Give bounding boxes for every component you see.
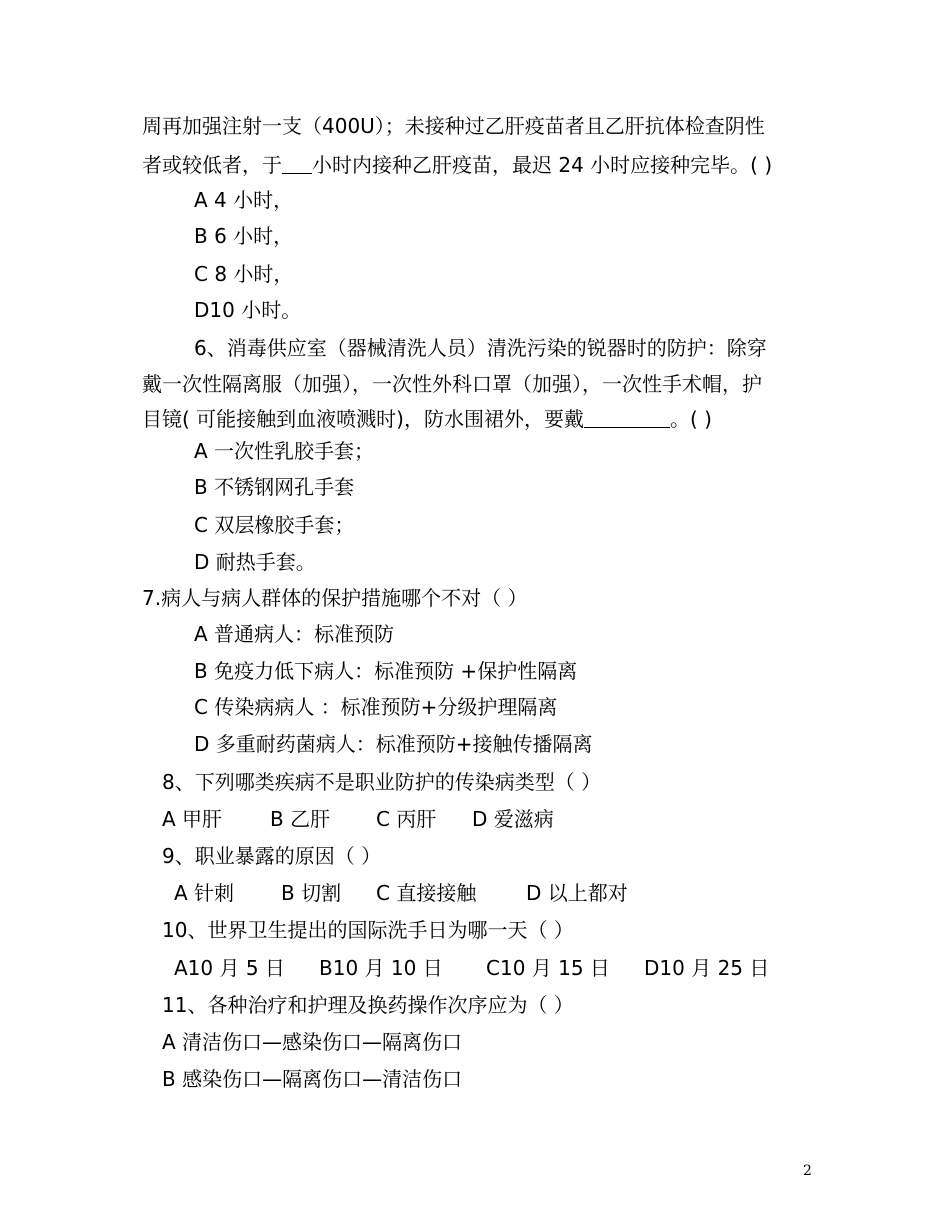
q8-option-b: B 乙肝 bbox=[270, 807, 331, 831]
q5-line-1: 周再加强注射一支（400U）；未接种过乙肝疫苗者且乙肝抗体检查阴性 bbox=[142, 114, 765, 138]
q5-option-a: A 4 小时， bbox=[194, 188, 294, 212]
q8-options-row bbox=[162, 805, 554, 833]
q5-line-2-end: 小时内接种乙肝疫苗，最迟 24 小时应接种完毕。( ) bbox=[312, 153, 773, 177]
q6-option-c: C 双层橡胶手套； bbox=[194, 513, 355, 537]
q10-options-row bbox=[174, 954, 769, 982]
q7-option-b: B 免疫力低下病人：标准预防 +保护性隔离 bbox=[194, 659, 578, 683]
q5-option-c: C 8 小时， bbox=[194, 262, 294, 286]
q6-line-3-end: 。( ) bbox=[669, 407, 712, 431]
q5-option-b: B 6 小时， bbox=[194, 224, 294, 248]
q9-option-b: B 切割 bbox=[281, 881, 342, 905]
q9-question: 9、职业暴露的原因（ ） bbox=[162, 844, 382, 868]
q5-option-d: D10 小时。 bbox=[194, 298, 302, 322]
q11-option-b: B 感染伤口—隔离伤口—清洁伤口 bbox=[162, 1067, 463, 1091]
q6-option-b: B 不锈钢网孔手套 bbox=[194, 475, 355, 499]
q6-answer-blank bbox=[584, 407, 670, 428]
q5-line-2-start: 者或较低者，于 bbox=[142, 153, 282, 177]
q9-option-d: D 以上都对 bbox=[526, 881, 628, 905]
q10-option-b: B10 月 10 日 bbox=[319, 956, 443, 980]
q6-line-3 bbox=[142, 405, 812, 433]
q10-option-c: C10 月 15 日 bbox=[486, 956, 610, 980]
q8-option-c: C 丙肝 bbox=[376, 807, 437, 831]
q7-option-c: C 传染病病人 ：标准预防+分级护理隔离 bbox=[194, 695, 558, 719]
q11-option-a: A 清洁伤口—感染伤口—隔离伤口 bbox=[162, 1030, 463, 1054]
q8-question: 8、下列哪类疾病不是职业防护的传染病类型（ ） bbox=[162, 770, 602, 794]
q7-option-d: D 多重耐药菌病人：标准预防+接触传播隔离 bbox=[194, 732, 593, 756]
q7-option-a: A 普通病人：标准预防 bbox=[194, 622, 395, 646]
q9-option-c: C 直接接触 bbox=[376, 881, 477, 905]
q10-option-d: D10 月 25 日 bbox=[644, 956, 770, 980]
q6-line-2: 戴一次性隔离服（加强），一次性外科口罩（加强），一次性手术帽，护 bbox=[142, 372, 762, 396]
q5-line-2 bbox=[142, 151, 812, 179]
q6-option-a: A 一次性乳胶手套； bbox=[194, 439, 375, 463]
q10-question: 10、世界卫生提出的国际洗手日为哪一天（ ） bbox=[162, 918, 574, 942]
q8-option-a: A 甲肝 bbox=[162, 807, 223, 831]
q10-option-a: A10 月 5 日 bbox=[174, 956, 285, 980]
q5-answer-blank bbox=[282, 153, 312, 174]
q11-question: 11、各种治疗和护理及换药操作次序应为（ ） bbox=[162, 993, 574, 1017]
q9-option-a: A 针刺 bbox=[174, 881, 235, 905]
q7-question: 7.病人与病人群体的保护措施哪个不对（ ） bbox=[142, 586, 528, 610]
q6-option-d: D 耐热手套。 bbox=[194, 550, 316, 574]
page-number: 2 bbox=[803, 1163, 812, 1179]
q6-line-3-start: 目镜( 可能接触到血液喷溅时)，防水围裙外，要戴 bbox=[142, 407, 584, 431]
q6-line-1: 6、消毒供应室（器械清洗人员）清洗污染的锐器时的防护：除穿 bbox=[194, 336, 767, 360]
q9-options-row bbox=[174, 879, 628, 907]
q8-option-d: D 爱滋病 bbox=[472, 807, 554, 831]
